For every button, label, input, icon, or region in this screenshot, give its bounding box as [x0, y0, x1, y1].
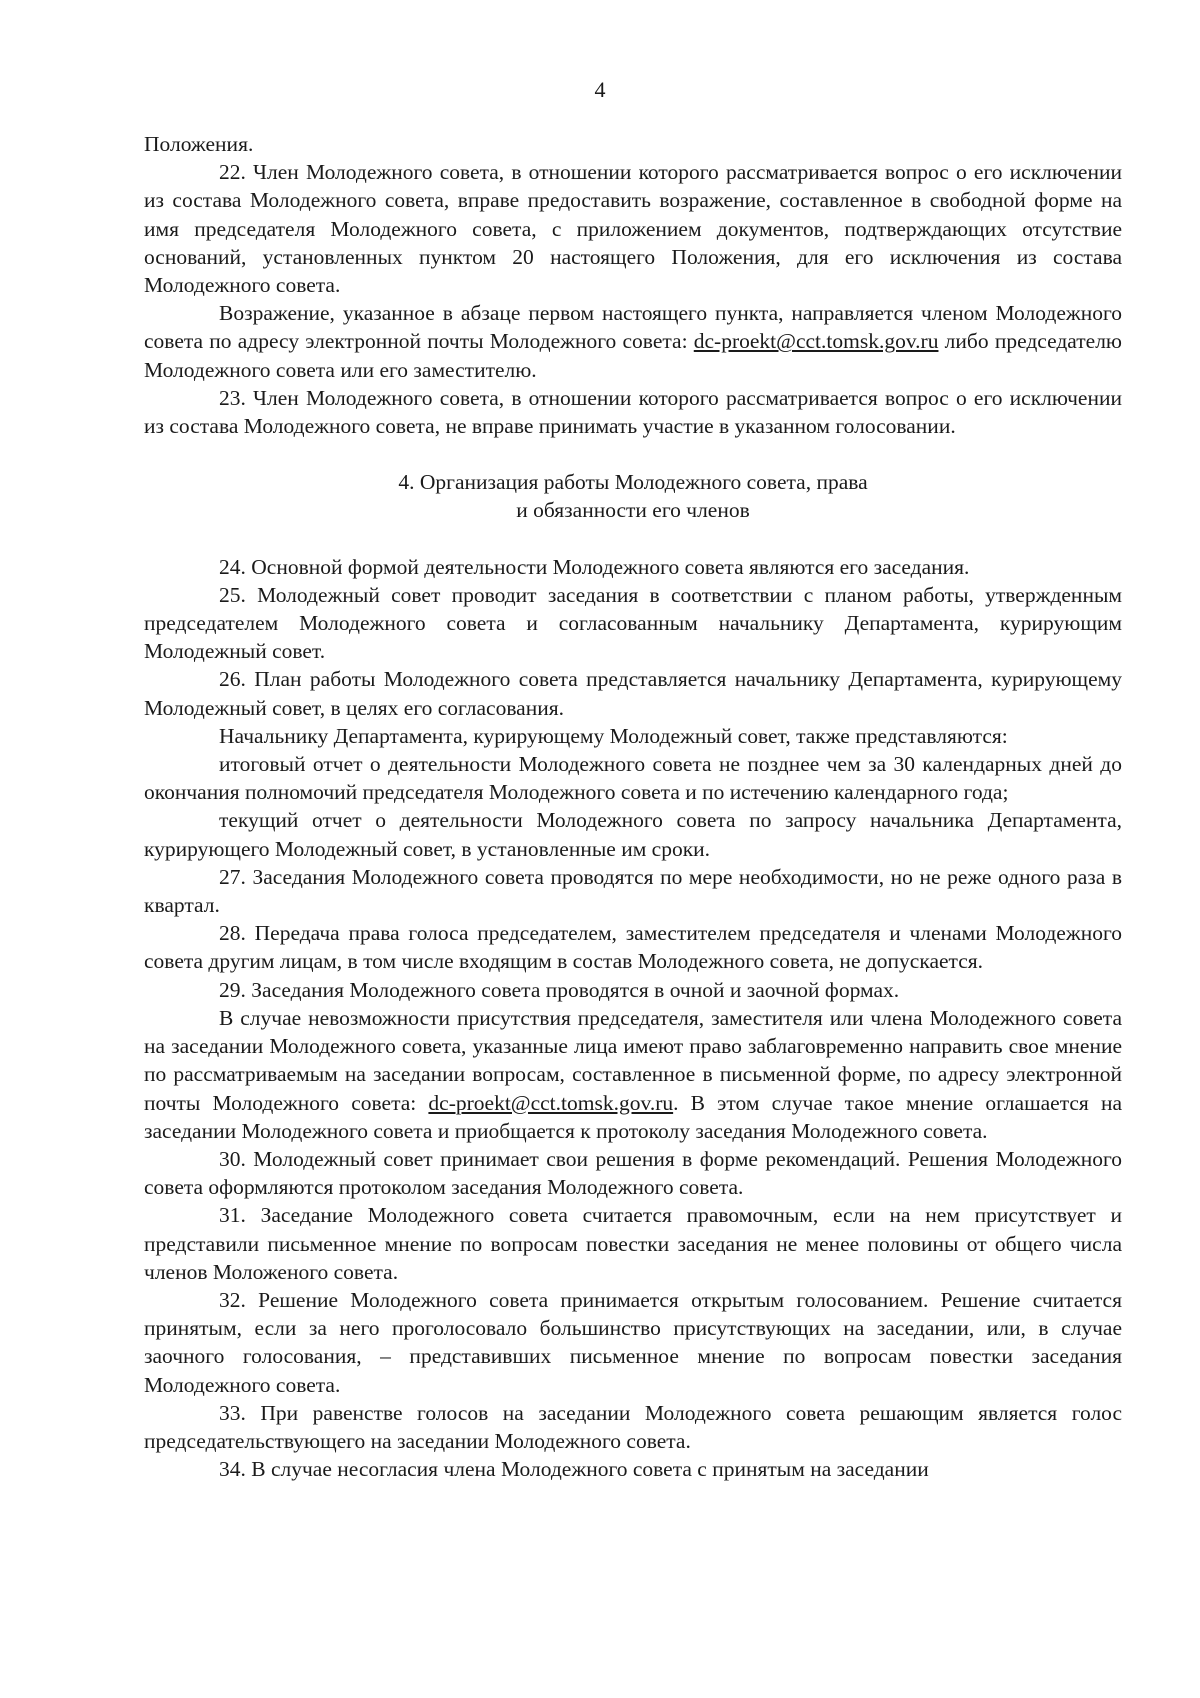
paragraph-29-absence-text: В случае невозможности присутствия председателя, заместителя или члена Молодежного совета на заседании Молодежного совета, указанные лица имеют право заблаговременно направить свое мнение по рассматриваемым на заседании вопросам, составленное в письменной форме, по адресу электронной почты Молодежного совета:	[144, 1005, 1122, 1115]
paragraph-26: 26. План работы Молодежного совета представляется начальнику Департамента, курирующему Молодежный совет, в целях его согласования.	[144, 667, 1122, 720]
email-link[interactable]: dc-proekt@cct.tomsk.gov.ru	[693, 329, 939, 354]
paragraph-29-absence	[144, 1004, 1122, 1145]
paragraph-28: 28. Передача права голоса председателем, заместителем председателя и членами Молодежного совета другим лицам, в том числе входящим в состав Молодежного совета, не допускается.	[144, 921, 1122, 974]
paragraph-25: 25. Молодежный совет проводит заседания в соответствии с планом работы, утвержденным председателем Молодежного совета и согласованным начальнику Департамента, курирующим Молодежный совет.	[144, 582, 1122, 664]
paragraph-continuation: Положения.	[144, 132, 254, 156]
paragraph-29: 29. Заседания Молодежного совета проводятся в очной и заочной формах.	[219, 977, 900, 1002]
paragraph-34: 34. В случае несогласия члена Молодежного совета с принятым на заседании	[219, 1457, 929, 1482]
paragraph-26-final-report: итоговый отчет о деятельности Молодежного совета не позднее чем за 30 календарных дней до окончания полномочий председателя Молодежного совета и по истечению календарного года;	[144, 752, 1122, 805]
paragraph-33: 33. При равенстве голосов на заседании Молодежного совета решающим является голос председательствующего на заседании Молодежного совета.	[144, 1400, 1122, 1453]
paragraph-32: 32. Решение Молодежного совета принимается открытым голосованием. Решение считается принятым, если за него проголосовало большинство присутствующих на заседании, или, в случае заочного голосования, – представивших письменное мнение по вопросам повестки заседания Молодежного совета.	[144, 1287, 1122, 1397]
paragraph-22-objection-text: Возражение, указанное в абзаце первом настоящего пункта, направляется членом Молодежного совета по адресу электронной почты Молодежного совета:	[144, 301, 1122, 354]
paragraph-23: 23. Член Молодежного совета, в отношении которого рассматривается вопрос о его исключении из состава Молодежного совета, не вправе принимать участие в указанном голосовании.	[144, 385, 1122, 439]
document-body	[144, 130, 1122, 1483]
email-link[interactable]: dc-proekt@cct.tomsk.gov.ru	[428, 1090, 674, 1115]
paragraph-22-objection-tail: либо председателю Молодежного совета или его заместителю.	[144, 329, 1122, 382]
paragraph-27: 27. Заседания Молодежного совета проводятся по мере необходимости, но не реже одного раза в квартал.	[144, 864, 1122, 918]
page-number: 4	[594, 77, 606, 102]
section-heading-line-2: и обязанности его членов	[516, 498, 750, 523]
paragraph-29-absence-tail: . В этом случае такое мнение оглашается на заседании Молодежного совета и приобщается к протоколу заседания Молодежного совета.	[144, 1090, 1123, 1143]
paragraph-26-current-report: текущий отчет о деятельности Молодежного совета по запросу начальника Департамента, курирующего Молодежный совет, в установленные им сроки.	[144, 808, 1122, 861]
paragraph-22: 22. Член Молодежного совета, в отношении которого рассматривается вопрос о его исключении из состава Молодежного совета, вправе предоставить возражение, составленное в свободной форме на имя председателя Молодежного совета, с приложением документов, подтверждающих отсутствие оснований, установленных пунктом 20 настоящего Положения, для его исключения из состава Молодежного совета.	[144, 160, 1122, 298]
paragraph-22-objection	[144, 299, 1122, 384]
paragraph-30: 30. Молодежный совет принимает свои решения в форме рекомендаций. Решения Молодежного совета оформляются протоколом заседания Молодежного совета.	[144, 1146, 1122, 1200]
paragraph-24: 24. Основной формой деятельности Молодежного совета являются его заседания.	[219, 554, 970, 579]
paragraph-31: 31. Заседание Молодежного совета считается правомочным, если на нем присутствует и представили письменное мнение по вопросам повестки заседания не менее половины от общего числа членов Моложеного совета.	[144, 1203, 1122, 1284]
section-heading-line-1: 4. Организация работы Молодежного совета, права	[398, 470, 868, 495]
paragraph-26-reports: Начальнику Департамента, курирующему Молодежный совет, также представляются:	[219, 723, 1008, 748]
section-heading	[144, 468, 1122, 524]
